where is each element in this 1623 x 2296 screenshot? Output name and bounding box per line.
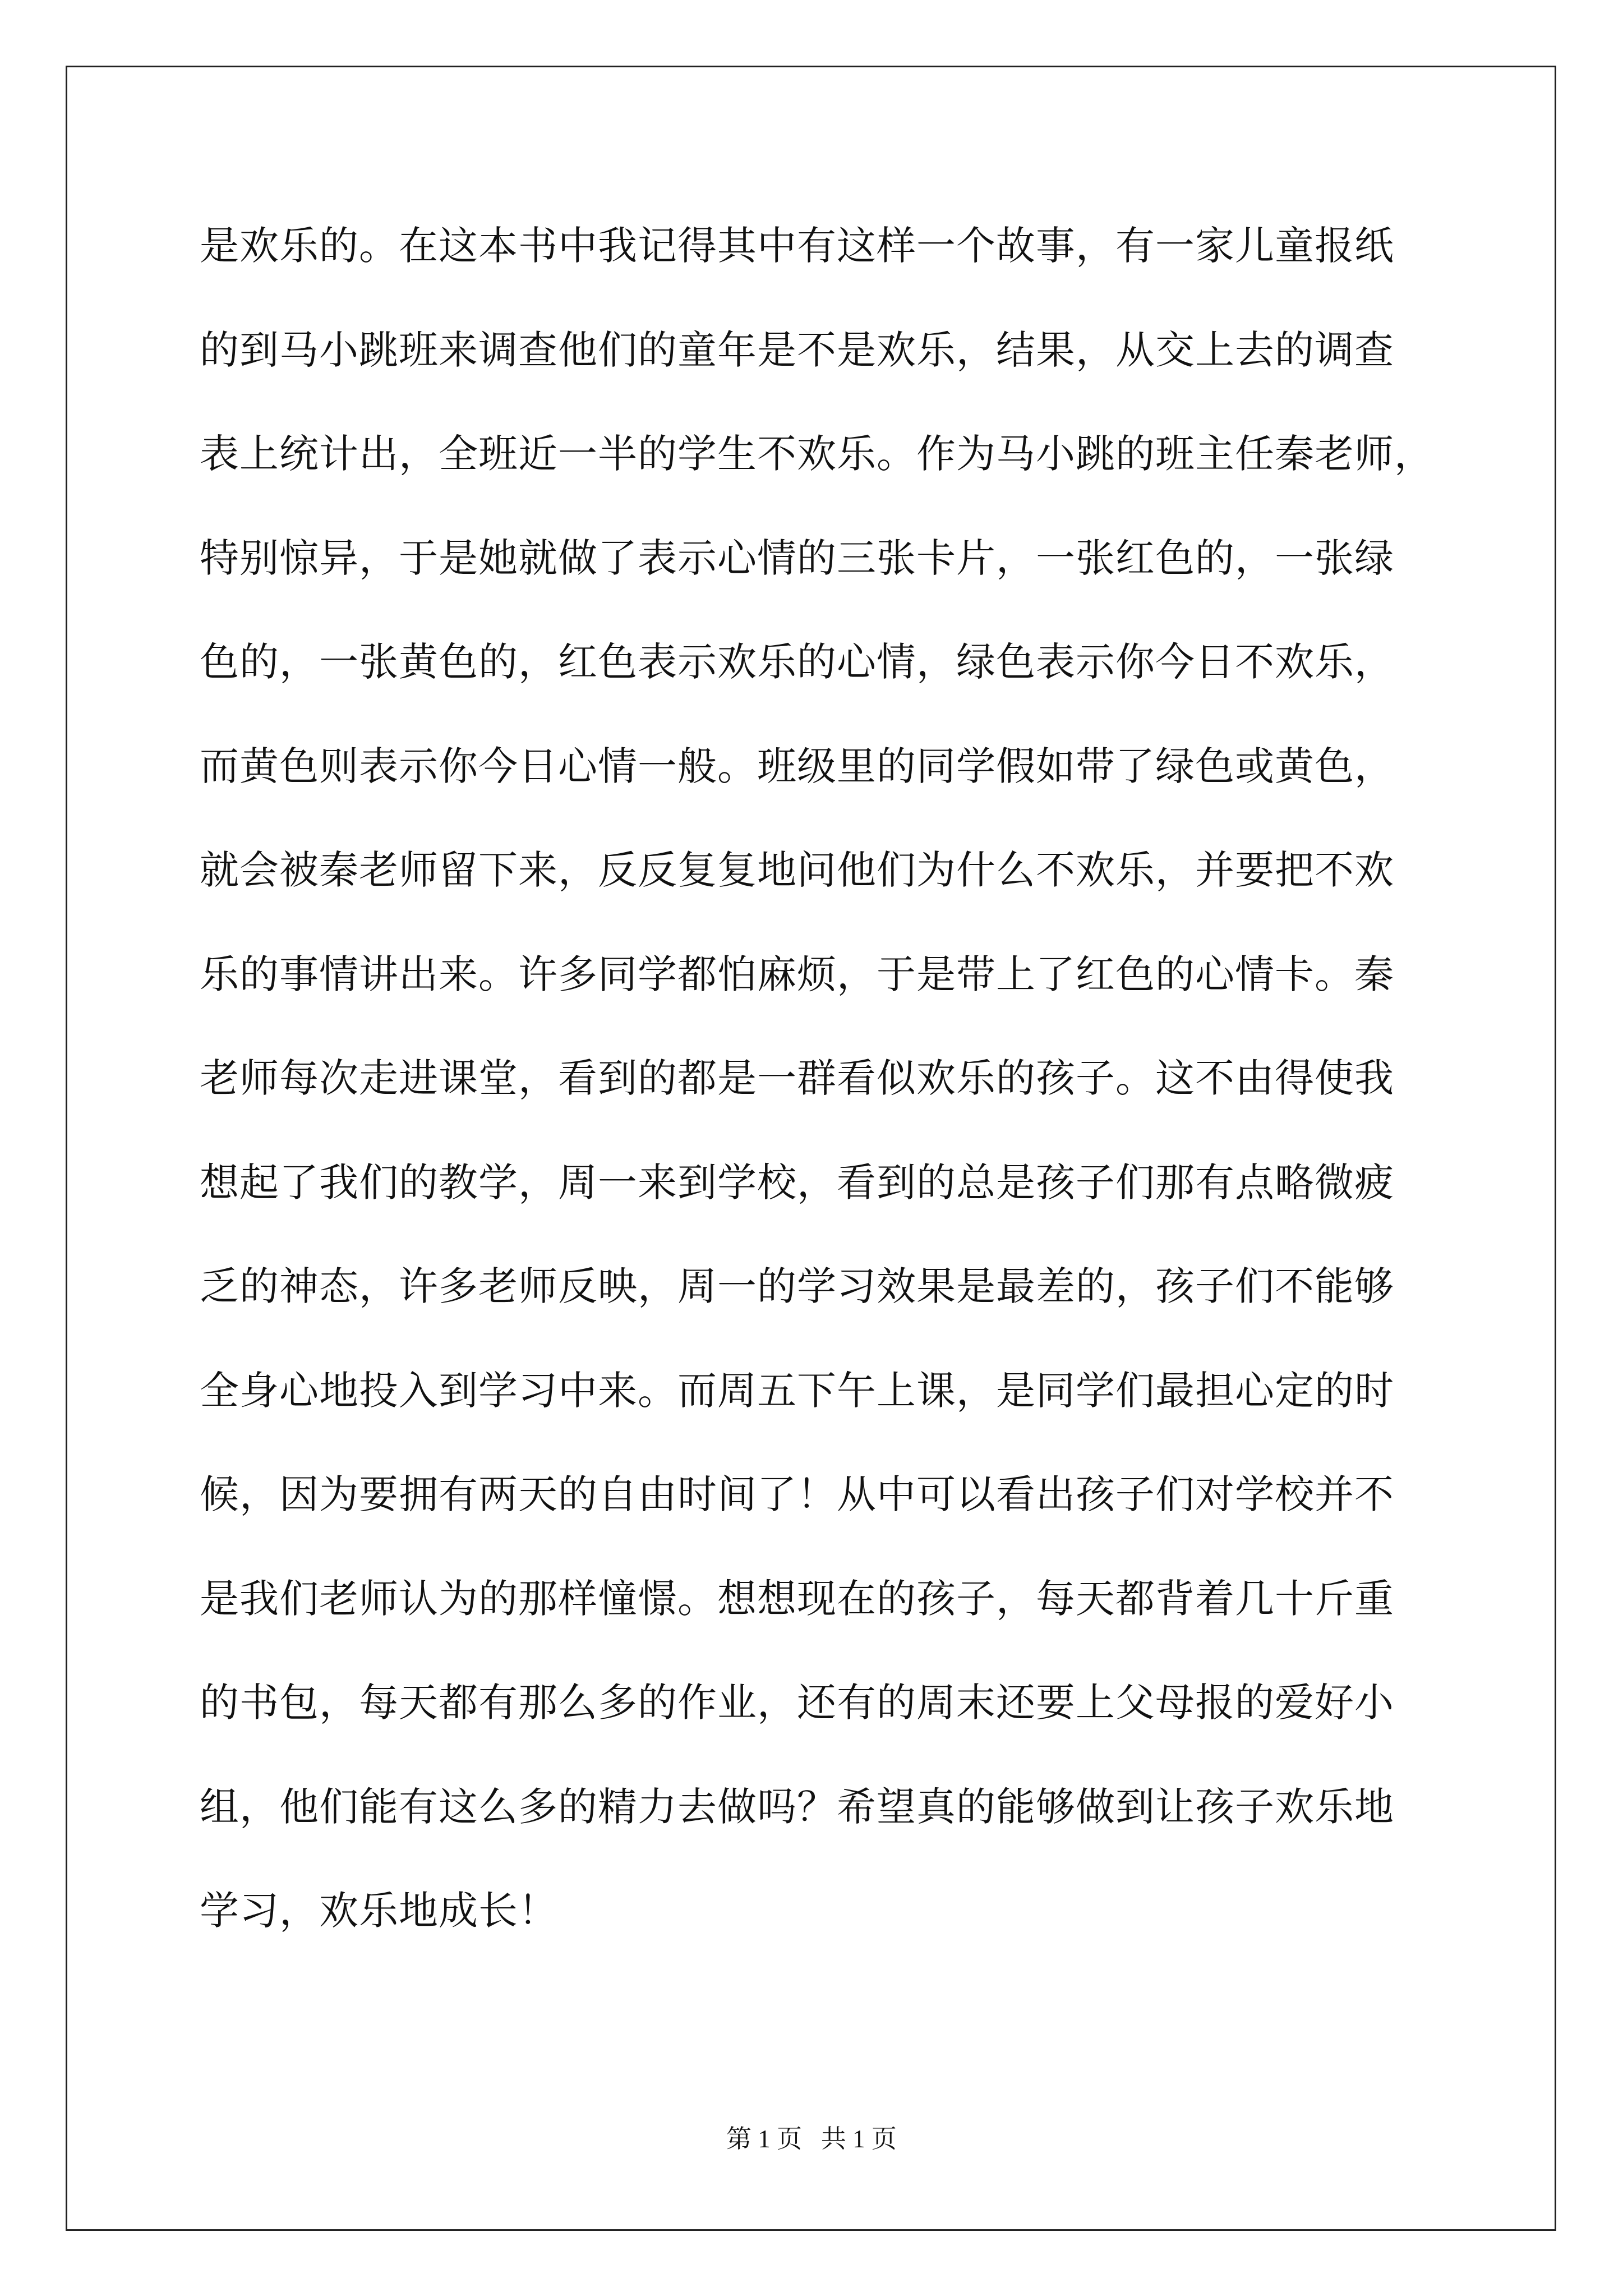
text-line: 乐的事情讲出来。许多同学都怕麻烦，于是带上了红色的心情卡。秦	[200, 951, 1394, 997]
text-line: 想起了我们的教学，周一来到学校，看到的总是孩子们那有点略微疲	[200, 1159, 1394, 1205]
text-line: 是欢乐的。在这本书中我记得其中有这样一个故事，有一家儿童报纸	[200, 223, 1394, 269]
text-line: 就会被秦老师留下来，反反复复地问他们为什么不欢乐，并要把不欢	[200, 847, 1394, 893]
text-line: 候，因为要拥有两天的自由时间了！从中可以看出孩子们对学校并不	[200, 1471, 1394, 1517]
text-line: 老师每次走进课堂，看到的都是一群看似欢乐的孩子。这不由得使我	[200, 1055, 1394, 1101]
text-line: 而黄色则表示你今日心情一般。班级里的同学假如带了绿色或黄色，	[200, 743, 1394, 789]
text-line: 乏的神态，许多老师反映，周一的学习效果是最差的，孩子们不能够	[200, 1263, 1394, 1309]
page-number-footer: 第 1 页 共 1 页	[726, 2125, 897, 2153]
document-body	[200, 209, 1467, 1978]
text-line: 的到马小跳班来调查他们的童年是不是欢乐，结果，从交上去的调查	[200, 326, 1394, 373]
text-line: 色的，一张黄色的，红色表示欢乐的心情，绿色表示你今日不欢乐，	[200, 639, 1394, 685]
text-line: 是我们老师认为的那样憧憬。想想现在的孩子，每天都背着几十斤重	[200, 1575, 1394, 1622]
text-line: 表上统计出，全班近一半的学生不欢乐。作为马小跳的班主任秦老师，	[200, 431, 1434, 477]
text-line: 学习，欢乐地成长！	[200, 1888, 558, 1934]
text-line: 组，他们能有这么多的精力去做吗？希望真的能够做到让孩子欢乐地	[200, 1783, 1394, 1830]
text-line: 的书包，每天都有那么多的作业，还有的周末还要上父母报的爱好小	[200, 1680, 1394, 1726]
text-line: 全身心地投入到学习中来。而周五下午上课，是同学们最担心定的时	[200, 1367, 1394, 1414]
text-line: 特别惊异，于是她就做了表示心情的三张卡片，一张红色的，一张绿	[200, 535, 1394, 581]
